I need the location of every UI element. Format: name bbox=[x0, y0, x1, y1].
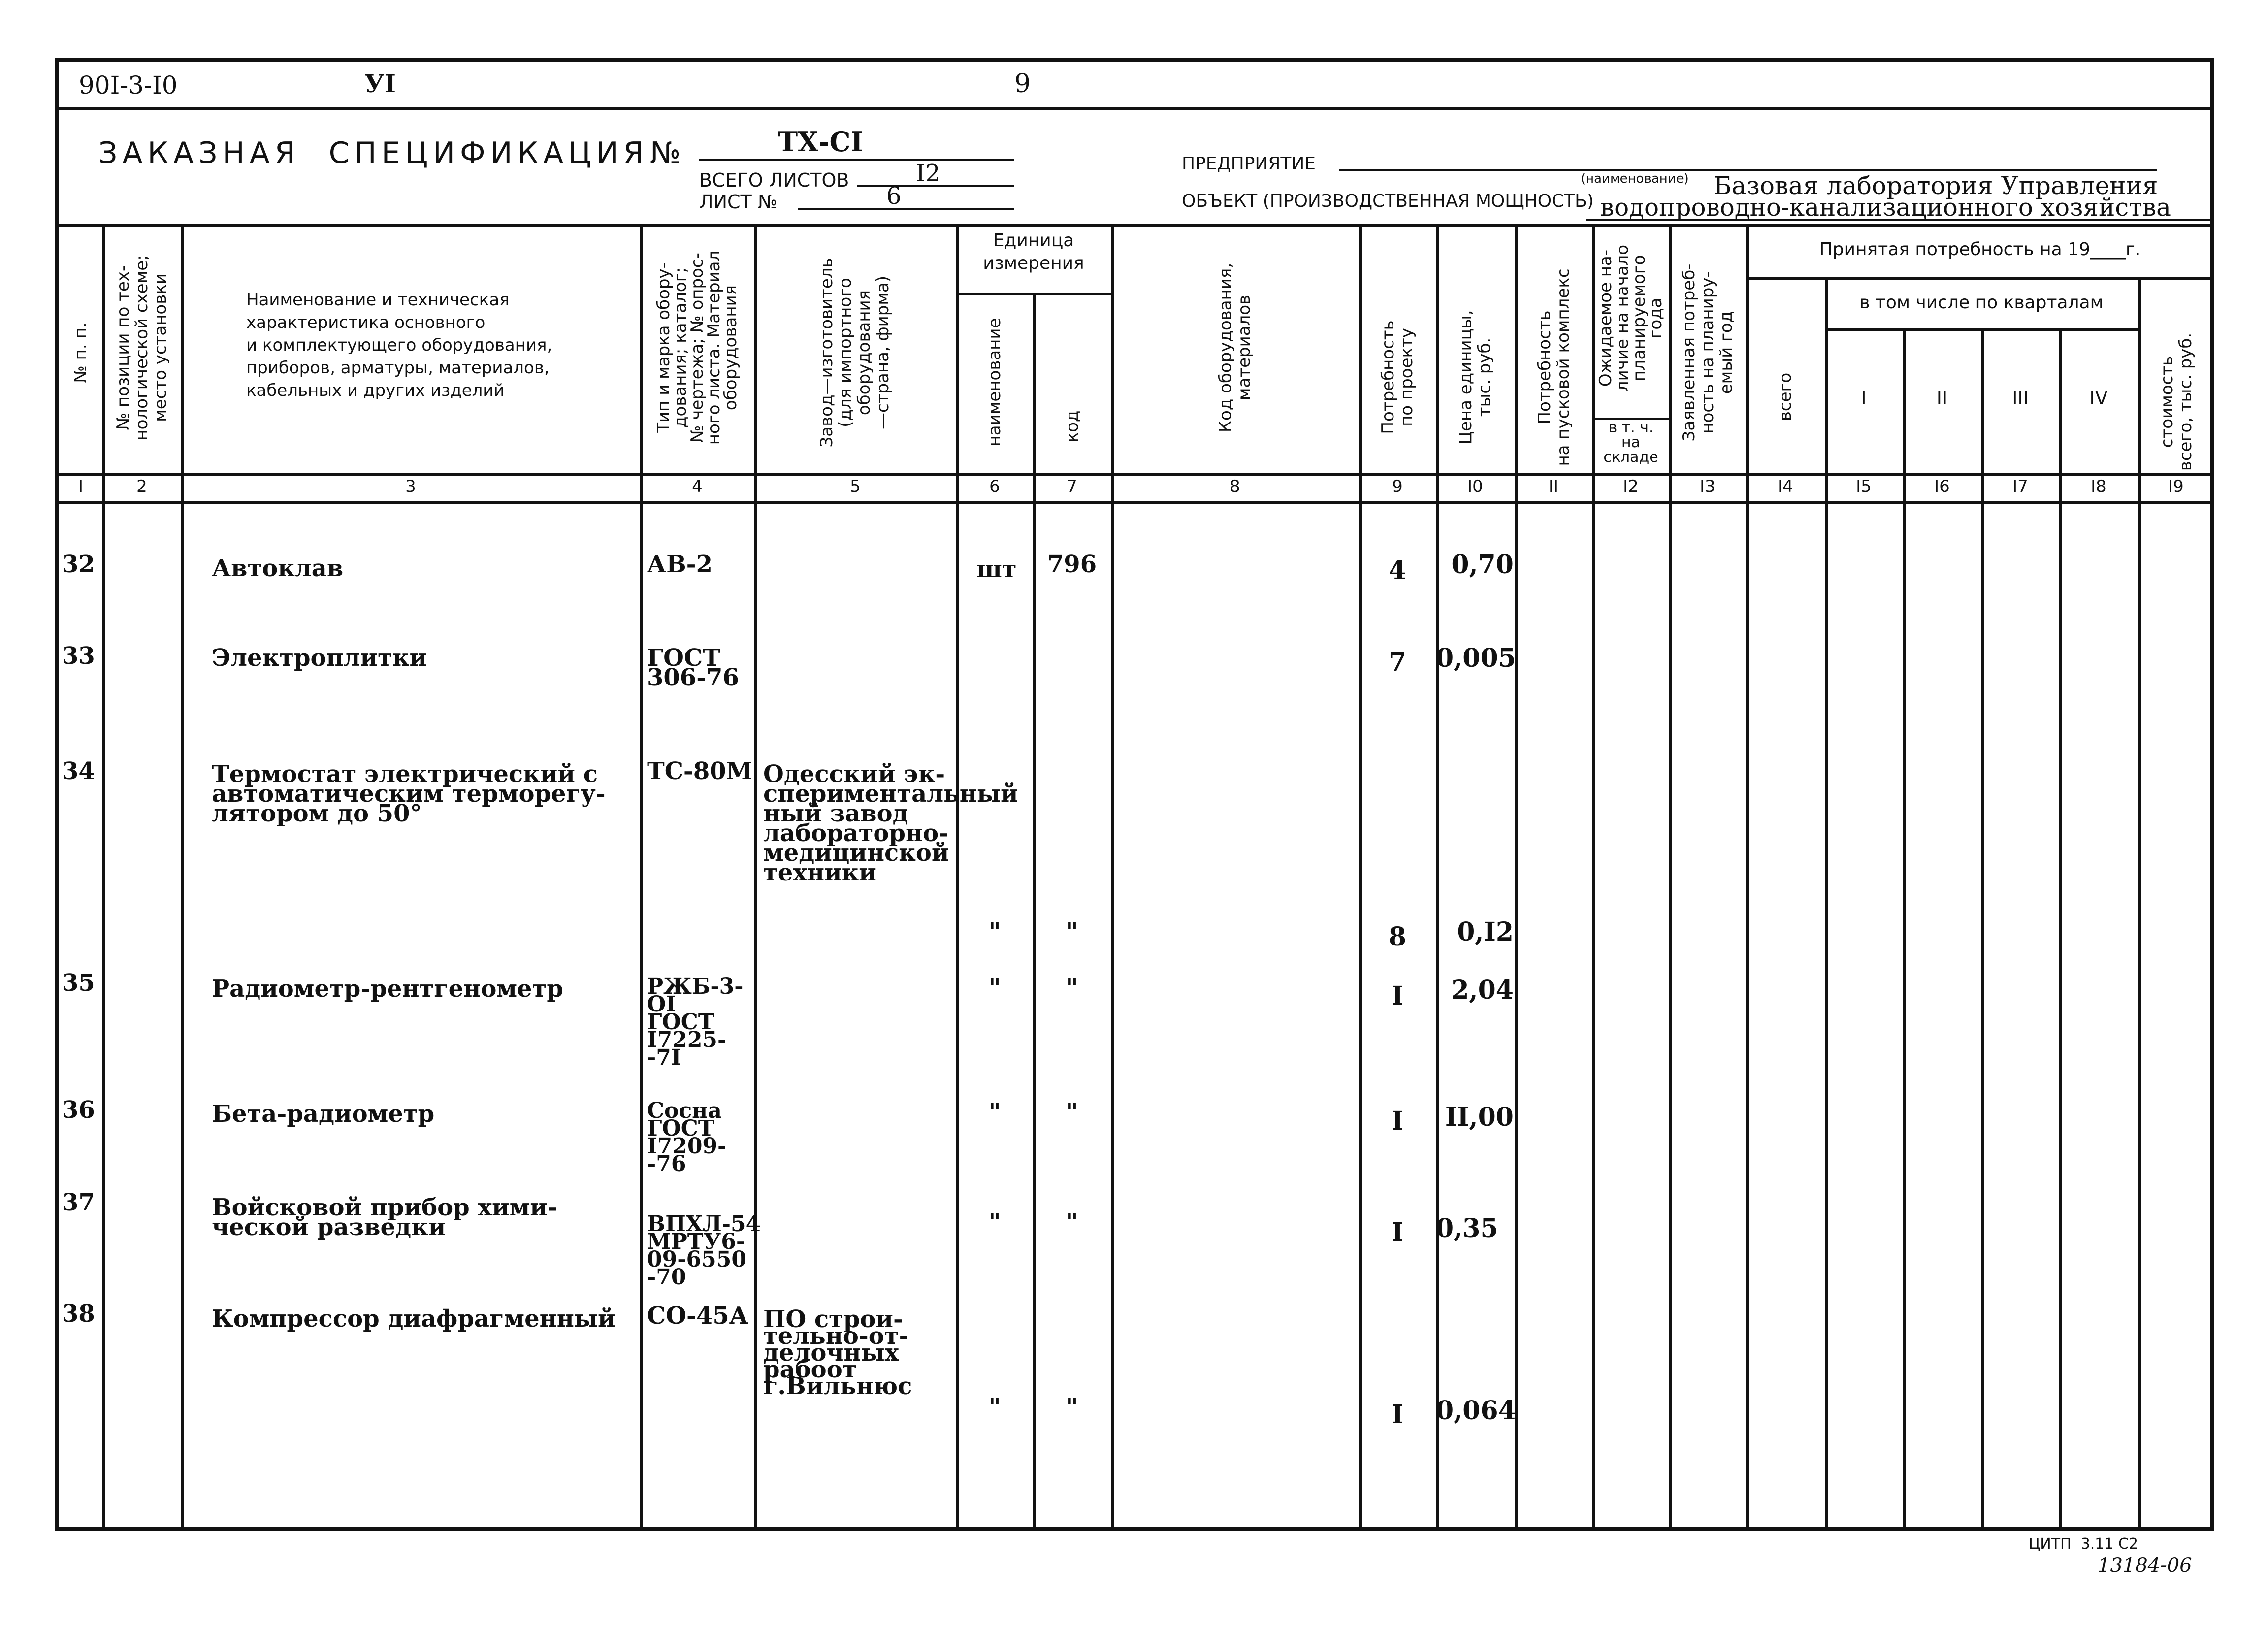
demand-qty: I bbox=[1391, 981, 1404, 1011]
item-name: Термостат электрический с автоматическим терморегу- лятором до 50° bbox=[212, 760, 606, 827]
object-name-line2: водопроводно-канализационного хозяйства bbox=[1600, 193, 2171, 222]
item-type: ВПХЛ-54 МРТУ6- 09-6550 -70 bbox=[647, 1211, 761, 1290]
row-number: 36 bbox=[62, 1096, 95, 1124]
unit-name: " bbox=[988, 1394, 1001, 1421]
document-title: ЗАКАЗНАЯ СПЕЦИФИКАЦИЯ bbox=[98, 136, 649, 170]
print-stamp: ЦИТП 3.11 С2 bbox=[2029, 1535, 2138, 1553]
album-number: УI bbox=[364, 69, 396, 98]
col-header-q4: IV bbox=[2089, 387, 2108, 409]
object-label: ОБЪЕКТ (ПРОИЗВОДСТВЕННАЯ МОЩНОСТЬ) bbox=[1182, 191, 1594, 211]
unit-price: 0,35 bbox=[1436, 1213, 1498, 1243]
specification-sheet bbox=[55, 58, 2214, 1531]
total-sheets-value: I2 bbox=[916, 160, 940, 187]
col-number: II bbox=[1548, 477, 1559, 496]
col-header-unit-group: Единица измерения bbox=[983, 230, 1084, 273]
demand-qty: 8 bbox=[1388, 922, 1407, 952]
unit-code: 796 bbox=[1047, 551, 1097, 578]
col-number: I7 bbox=[2012, 477, 2028, 496]
col-number: 6 bbox=[989, 477, 1000, 496]
sheet-number-label: ЛИСТ № bbox=[699, 191, 778, 213]
col-header-equipment-code: Код оборудования, материалов bbox=[1216, 262, 1254, 433]
col-number: 7 bbox=[1067, 477, 1077, 496]
item-name: Электроплитки bbox=[212, 644, 427, 672]
col-header-unit-code: код bbox=[1063, 410, 1082, 443]
unit-price: 0,005 bbox=[1436, 643, 1516, 673]
unit-code: " bbox=[1066, 918, 1078, 945]
col-header-expected-stock: Ожидаемое на- личие на начало планируемого года bbox=[1596, 244, 1666, 392]
col-header-declared-demand: Заявленная потреб- ность на планиру- емый год bbox=[1679, 263, 1736, 442]
col-number: I8 bbox=[2091, 477, 2106, 496]
col-header-row-number: № п. п. bbox=[71, 322, 91, 383]
col-number: I4 bbox=[1778, 477, 1793, 496]
col-header-q3: III bbox=[2012, 387, 2029, 409]
col-header-in-warehouse: в т. ч. на складе bbox=[1603, 419, 1658, 466]
demand-qty: 7 bbox=[1388, 647, 1407, 677]
row-number: 32 bbox=[62, 551, 95, 578]
unit-code: " bbox=[1066, 1208, 1078, 1236]
col-number: I9 bbox=[2168, 477, 2184, 496]
col-header-demand: Потребность по проекту bbox=[1378, 320, 1417, 434]
unit-price: 0,70 bbox=[1451, 550, 1514, 580]
item-name: Войсковой прибор хими- ческой разведки bbox=[212, 1194, 557, 1241]
col-header-type: Тип и марка обору- дования; каталог; № чертежа; № опрос- ного листа. Материал оборудования bbox=[654, 250, 741, 445]
col-number: I5 bbox=[1856, 477, 1872, 496]
row-number: 33 bbox=[62, 642, 95, 670]
unit-name: " bbox=[988, 918, 1001, 945]
col-number: I3 bbox=[1700, 477, 1716, 496]
series-code: 90I-3-I0 bbox=[79, 71, 178, 99]
item-type: ГОСТ 306-76 bbox=[647, 644, 739, 691]
col-header-q2: II bbox=[1936, 387, 1948, 409]
specification-number: ТХ-СI bbox=[778, 126, 863, 158]
col-number: I6 bbox=[1934, 477, 1950, 496]
item-type: Сосна ГОСТ I7209- -76 bbox=[647, 1098, 727, 1176]
unit-code: " bbox=[1066, 1394, 1078, 1421]
item-type: РЖБ-3- ОI ГОСТ I7225- -7I bbox=[647, 974, 744, 1070]
item-name: Автоклав bbox=[212, 554, 344, 582]
item-type: СО-45А bbox=[647, 1302, 748, 1330]
unit-name: шт bbox=[976, 555, 1017, 583]
col-number: 4 bbox=[692, 477, 703, 496]
row-number: 34 bbox=[62, 757, 95, 785]
col-number: 8 bbox=[1230, 477, 1240, 496]
item-name: Компрессор диафрагменный bbox=[212, 1305, 616, 1333]
unit-name: " bbox=[988, 974, 1001, 1002]
item-type: АВ-2 bbox=[647, 551, 713, 578]
enterprise-label: ПРЕДПРИЯТИЕ bbox=[1182, 154, 1316, 174]
col-header-total: всего bbox=[1776, 372, 1795, 422]
object-name-line1: Базовая лаборатория Управления bbox=[1714, 171, 2158, 200]
col-number: I bbox=[78, 477, 84, 496]
item-name: Радиометр-рентгенометр bbox=[212, 975, 563, 1003]
unit-price: 0,I2 bbox=[1457, 917, 1514, 947]
sheet-number-value: 6 bbox=[886, 182, 902, 210]
unit-name: " bbox=[988, 1098, 1001, 1126]
unit-code: " bbox=[1066, 1098, 1078, 1126]
col-header-unit-price: Цена единицы, тыс. руб. bbox=[1456, 310, 1494, 445]
col-number: 3 bbox=[405, 477, 416, 496]
unit-price: 0,064 bbox=[1436, 1396, 1516, 1426]
item-type: ТС-80М bbox=[647, 757, 752, 785]
demand-qty: I bbox=[1391, 1400, 1404, 1430]
inventory-number: 13184-06 bbox=[2098, 1554, 2192, 1577]
demand-qty: I bbox=[1391, 1106, 1404, 1136]
item-name: Бета-радиометр bbox=[212, 1100, 435, 1128]
col-number: 2 bbox=[136, 477, 147, 496]
number-label: № bbox=[650, 136, 681, 170]
row-number: 37 bbox=[62, 1189, 95, 1216]
col-header-position: № позиции по тех- нологической схеме; место установки bbox=[113, 255, 170, 441]
col-number: 9 bbox=[1392, 477, 1403, 496]
row-number: 35 bbox=[62, 969, 95, 997]
col-header-startup-demand: Потребность на пусковой комплекс bbox=[1535, 268, 1573, 466]
manufacturer: Одесский эк- спериментальный ный завод лабораторно- медицинской техники bbox=[763, 760, 1018, 886]
col-number: 5 bbox=[850, 477, 861, 496]
row-number: 38 bbox=[62, 1300, 95, 1328]
page-number: 9 bbox=[1014, 69, 1031, 98]
unit-code: " bbox=[1066, 974, 1078, 1002]
unit-name: " bbox=[988, 1208, 1001, 1236]
unit-price: II,00 bbox=[1445, 1102, 1514, 1132]
unit-price: 2,04 bbox=[1451, 975, 1514, 1005]
manufacturer: ПО строи- тельно-от- делочных рабоот г.Вильнюс bbox=[763, 1305, 912, 1400]
col-header-name: Наименование и техническая характеристика основного и комплектующего оборудования, приборов, арматуры, материалов, кабельных и других изделий bbox=[246, 290, 552, 400]
total-sheets-label: ВСЕГО ЛИСТОВ bbox=[699, 169, 849, 191]
demand-qty: 4 bbox=[1388, 555, 1407, 586]
col-number: I2 bbox=[1623, 477, 1639, 496]
col-header-q1: I bbox=[1861, 387, 1867, 409]
col-header-cost: стоимость всего, тыс. руб. bbox=[2157, 332, 2196, 471]
col-number: I0 bbox=[1467, 477, 1483, 496]
demand-qty: I bbox=[1391, 1217, 1404, 1247]
name-caption: (наименование) bbox=[1581, 171, 1689, 186]
col-header-accepted-demand: Принятая потребность на 19____г. bbox=[1819, 239, 2141, 260]
col-header-unit-name: наименование bbox=[985, 318, 1004, 447]
col-header-quarters: в том числе по кварталам bbox=[1859, 293, 2104, 313]
col-header-manufacturer: Завод—изготовитель (для импортного оборудования —страна, фирма) bbox=[817, 258, 893, 448]
